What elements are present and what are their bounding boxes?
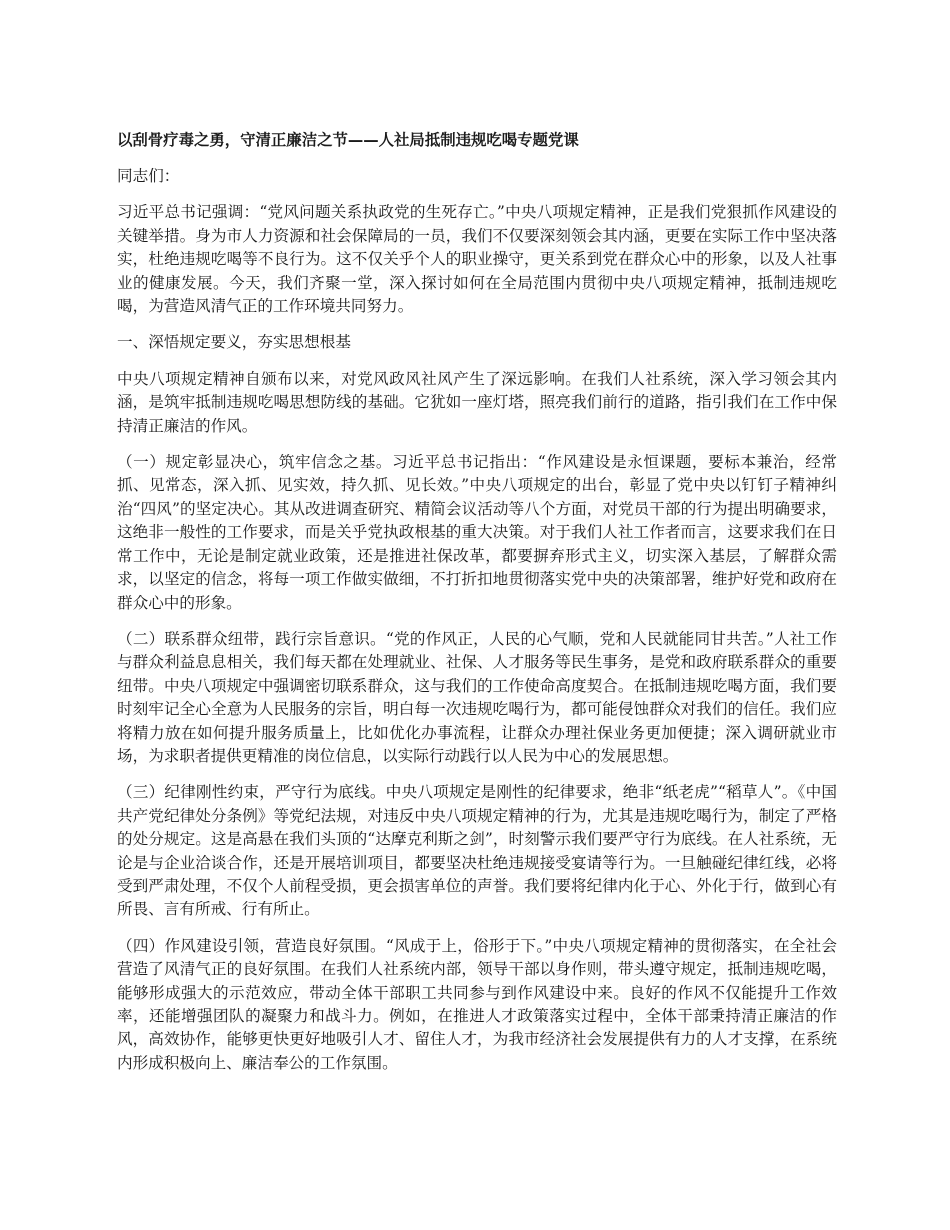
paragraph-1: （一）规定彰显决心，筑牢信念之基。习近平总书记指出：“作风建设是永恒课题，要标本兼治，经常抓、见常态，深入抓、见实效，持久抓、见长效。”中央八项规定的出台，彰显了党中央以钉钉子精神纠治“四风”的坚定决心。其从改进调查研究、精简会议活动等八个方面，对党员干部的行为提出明确要求，这绝非一般性的工作要求，而是关乎党执政根基的重大决策。对于我们人社工作者而言，这要求我们在日常工作中，无论是制定就业政策，还是推进社保改革，都要摒弃形式主义，切实深入基层，了解群众需求，以坚定的信念，将每一项工作做实做细，不打折扣地贯彻落实党中央的决策部署，维护好党和政府在群众心中的形象。 xyxy=(117,453,837,612)
section-intro-paragraph: 中央八项规定精神自颁布以来，对党风政风社风产生了深远影响。在我们人社系统，深入学习领会其内涵，是筑牢抵制违规吃喝思想防线的基础。它犹如一座灯塔，照亮我们前行的道路，指引我们在工作中保持清正廉洁的作风。 xyxy=(117,369,837,435)
section-heading: 一、深悟规定要义，夯实思想根基 xyxy=(117,333,351,352)
paragraph-3: （三）纪律刚性约束，严守行为底线。中央八项规定是刚性的纪律要求，绝非“纸老虎”“稻草人”。《中国共产党纪律处分条例》等党纪法规，对违反中央八项规定精神的行为，尤其是违规吃喝行为，制定了严格的处分规定。这是高悬在我们头顶的“达摩克利斯之剑”，时刻警示我们要严守行为底线。在人社系统，无论是与企业洽谈合作，还是开展培训项目，都要坚决杜绝违规接受宴请等行为。一旦触碰纪律红线，必将受到严肃处理，不仅个人前程受损，更会损害单位的声誉。我们要将纪律内化于心、外化于行，做到心有所畏、言有所戒、行有所止。 xyxy=(117,783,837,919)
intro-paragraph: 习近平总书记强调：“党风问题关系执政党的生死存亡。”中央八项规定精神，正是我们党狠抓作风建设的关键举措。身为市人力资源和社会保障局的一员，我们不仅要深刻领会其内涵，更要在实际工作中坚决落实，杜绝违规吃喝等不良行为。这不仅关乎个人的职业操守，更关系到党在群众心中的形象，以及人社事业的健康发展。今天，我们齐聚一堂，深入探讨如何在全局范围内贯彻中央八项规定精神，抵制违规吃喝，为营造风清气正的工作环境共同努力。 xyxy=(117,203,837,316)
paragraph-4: （四）作风建设引领，营造良好氛围。“风成于上，俗形于下。”中央八项规定精神的贯彻落实，在全社会营造了风清气正的良好氛围。在我们人社系统内部，领导干部以身作则，带头遵守规定，抵制违规吃喝，能够形成强大的示范效应，带动全体干部职工共同参与到作风建设中来。良好的作风不仅能提升工作效率，还能增强团队的凝聚力和战斗力。例如，在推进人才政策落实过程中，全体干部秉持清正廉洁的作风，高效协作，能够更快更好地吸引人才、留住人才，为我市经济社会发展提供有力的人才支撑，在系统内形成积极向上、廉洁奉公的工作氛围。 xyxy=(117,936,837,1072)
document-page xyxy=(117,128,837,1088)
greeting: 同志们： xyxy=(117,167,180,185)
paragraph-2: （二）联系群众纽带，践行宗旨意识。“党的作风正，人民的心气顺，党和人民就能同甘共苦。”人社工作与群众利益息息相关，我们每天都在处理就业、社保、人才服务等民生事务，是党和政府联系群众的重要纽带。中央八项规定中强调密切联系群众，这与我们的工作使命高度契合。在抵制违规吃喝方面，我们要时刻牢记全心全意为人民服务的宗旨，明白每一次违规吃喝行为，都可能侵蚀群众对我们的信任。我们应将精力放在如何提升服务质量上，比如优化办事流程，让群众办理社保业务更加便捷；深入调研就业市场，为求职者提供更精准的岗位信息，以实际行动践行以人民为中心的发展思想。 xyxy=(117,629,837,765)
document-title: 以刮骨疗毒之勇，守清正廉洁之节——人社局抵制违规吃喝专题党课 xyxy=(117,131,579,149)
